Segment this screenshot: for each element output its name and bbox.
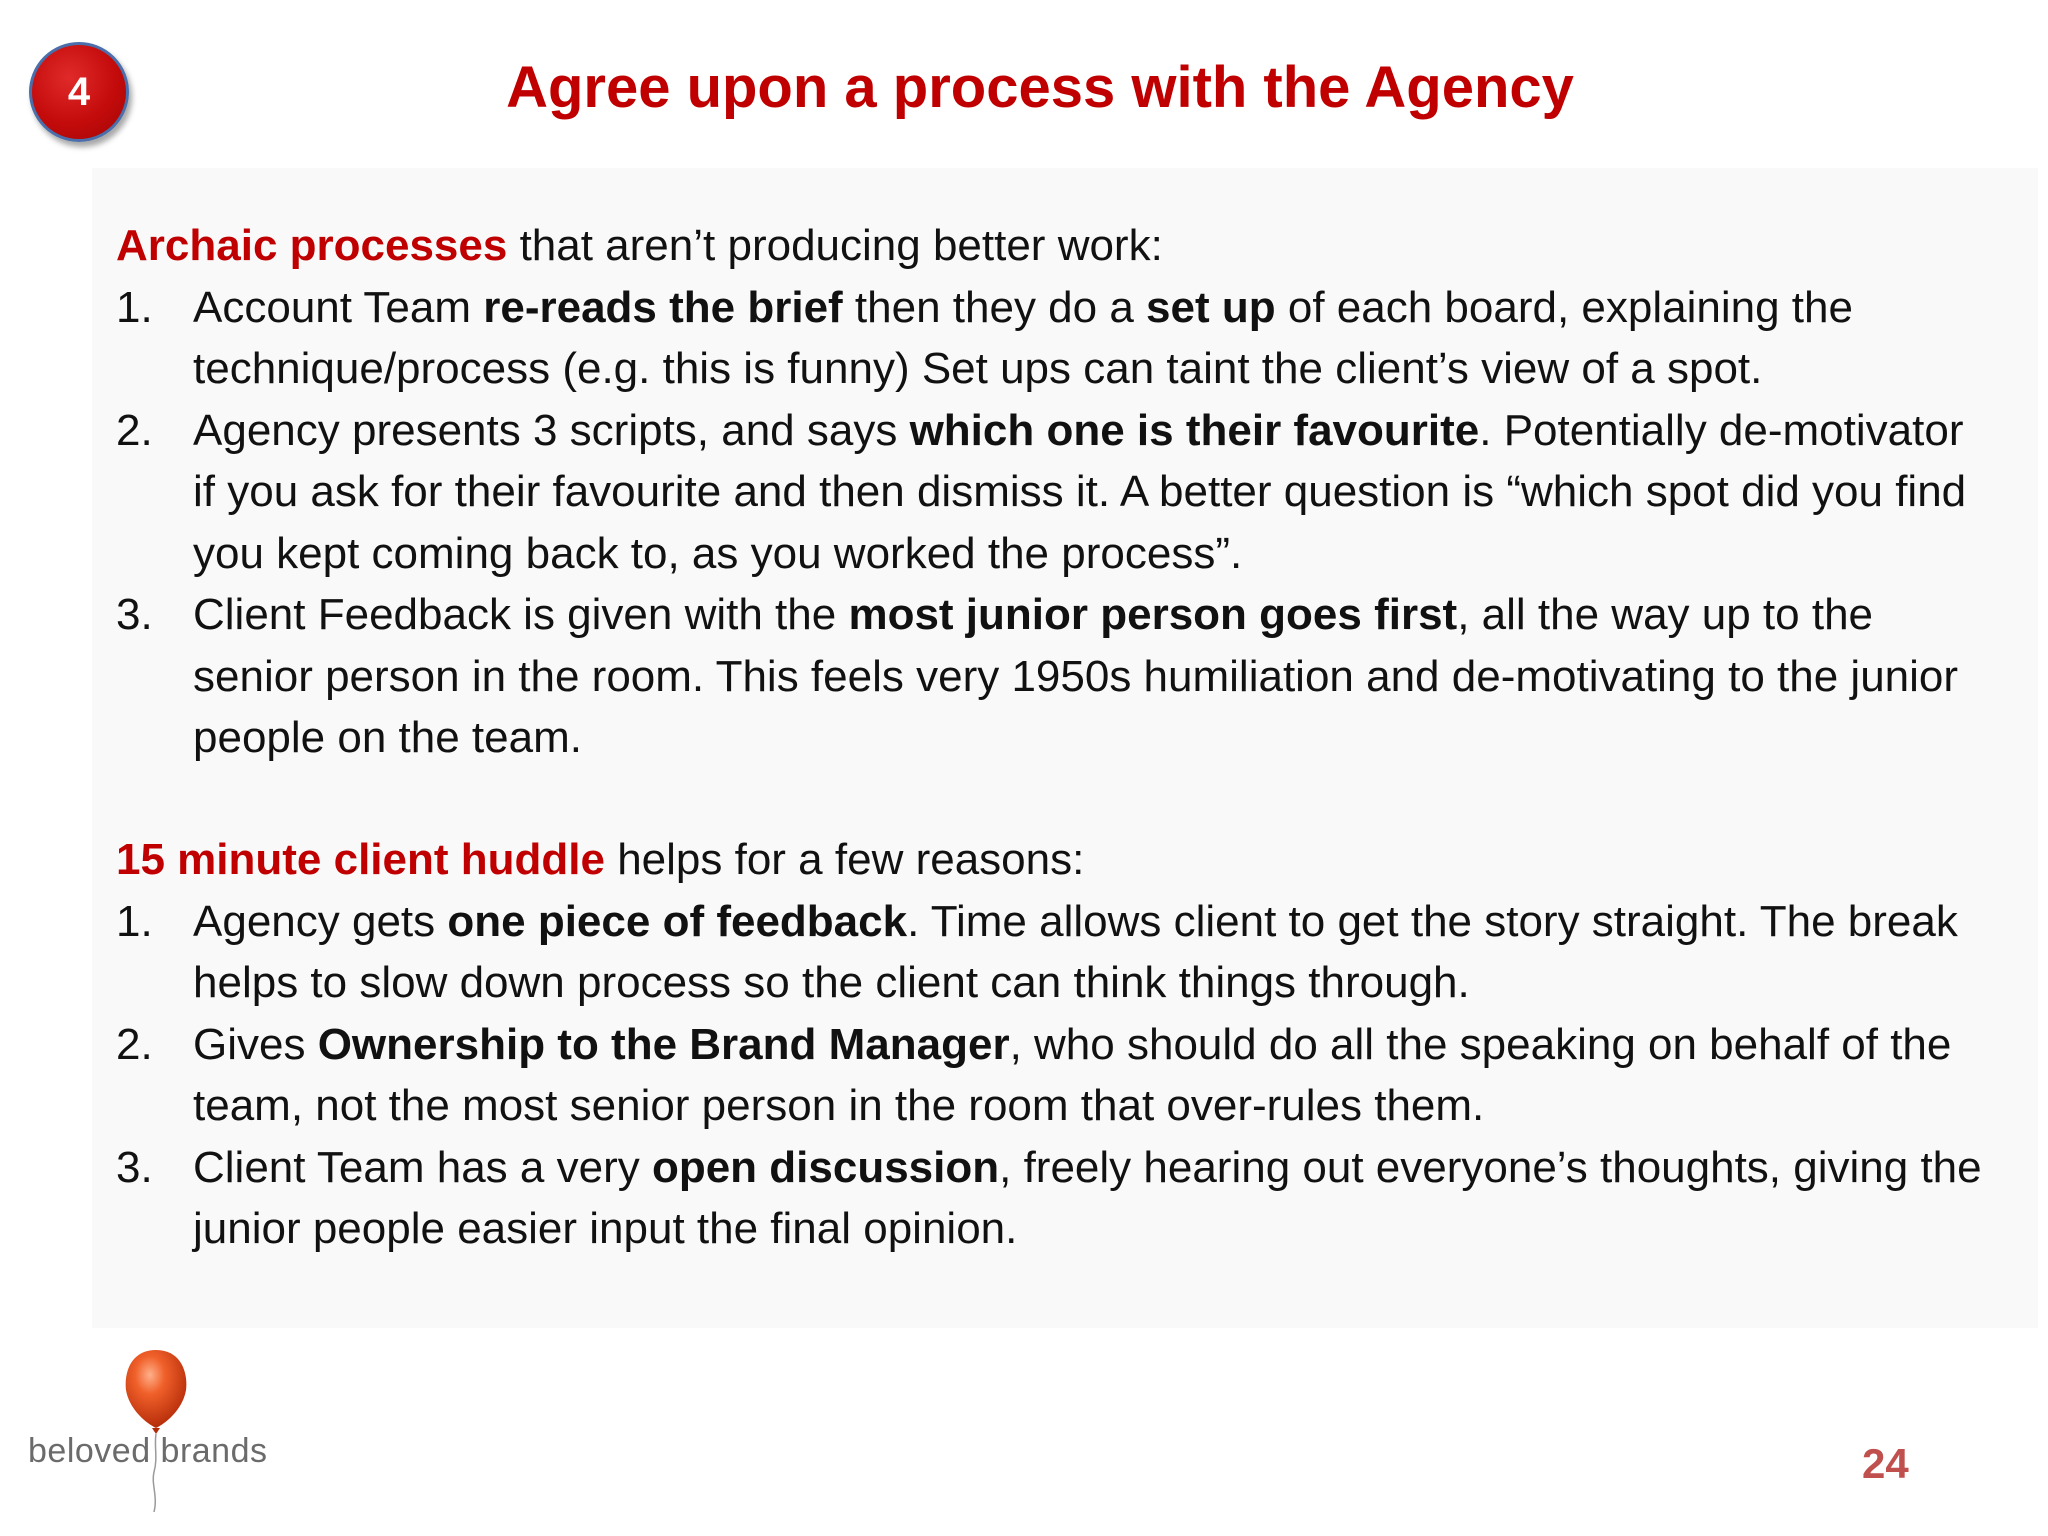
item-emphasis: which one is their favourite (909, 405, 1480, 455)
item-text: Client Team has a very (193, 1142, 652, 1192)
item-text: Gives (193, 1019, 318, 1069)
item-text: Account Team (193, 282, 484, 332)
item-emphasis: set up (1146, 282, 1276, 332)
item-text: . Time allows client to get the story straight. The break helps to slow down process so the client can think things through. (193, 896, 1958, 1007)
item-text: Agency gets (193, 896, 448, 946)
section-heading-text: helps for a few reasons: (604, 835, 1085, 884)
list-number: 3. (116, 590, 153, 639)
item-text: , all the way up to the senior person in the room. This feels very 1950s humiliation and de-motivating to the junior people on the team. (193, 590, 1959, 762)
list-item (116, 1014, 1996, 1137)
item-emphasis: open discussion (651, 1142, 1000, 1192)
beloved-brands-logo (28, 1346, 288, 1516)
item-emphasis: one piece of feedback (447, 896, 908, 946)
item-text: . Potentially de-motivator if you ask for their favourite and then dismiss it. A better question is “which spot did you find you kept coming back to, as you worked the process”. (193, 405, 1967, 578)
item-text: of each board, explaining the technique/process (e.g. this is funny) Set ups can taint the client’s view of a spot. (193, 282, 1853, 393)
section-highlight: 15 minute client huddle (116, 835, 605, 884)
section-heading (116, 215, 1996, 277)
archaic-list (116, 277, 1996, 769)
list-number: 3. (116, 1142, 153, 1192)
step-number: 4 (67, 69, 91, 114)
list-item (116, 400, 1996, 585)
item-text: Agency presents 3 scripts, and says (193, 405, 910, 455)
item-text: , who should do all the speaking on behalf of the team, not the most senior person in the room that over-rules them. (193, 1019, 1952, 1130)
section-heading-text: that aren’t producing better work: (507, 221, 1163, 270)
list-item (116, 584, 1996, 769)
item-text: , freely hearing out everyone’s thoughts, giving the junior people easier input the final opinion. (193, 1142, 1982, 1253)
list-item (116, 891, 1996, 1014)
huddle-list (116, 891, 1996, 1260)
list-number: 1. (116, 896, 153, 946)
item-text: then they do a (842, 282, 1147, 332)
section-heading (116, 829, 1996, 891)
item-text: Client Feedback is given with the (193, 590, 849, 639)
list-item (116, 1137, 1996, 1260)
balloon-icon (28, 1346, 288, 1516)
section-highlight: Archaic processes (116, 221, 508, 270)
step-number-badge (29, 42, 129, 142)
section-client-huddle (116, 829, 1996, 1260)
page-number: 24 (1862, 1440, 1909, 1487)
item-emphasis: Ownership to the Brand Manager (317, 1019, 1010, 1069)
slide-title: Agree upon a process with the Agency (506, 55, 1574, 120)
list-number: 2. (116, 405, 153, 455)
item-emphasis: most junior person goes first (848, 590, 1458, 639)
list-number: 1. (116, 282, 153, 332)
logo-text: beloved brands (28, 1432, 268, 1470)
item-emphasis: re-reads the brief (483, 282, 843, 332)
section-archaic-processes (116, 215, 1996, 769)
list-item (116, 277, 1996, 400)
list-number: 2. (116, 1019, 153, 1069)
